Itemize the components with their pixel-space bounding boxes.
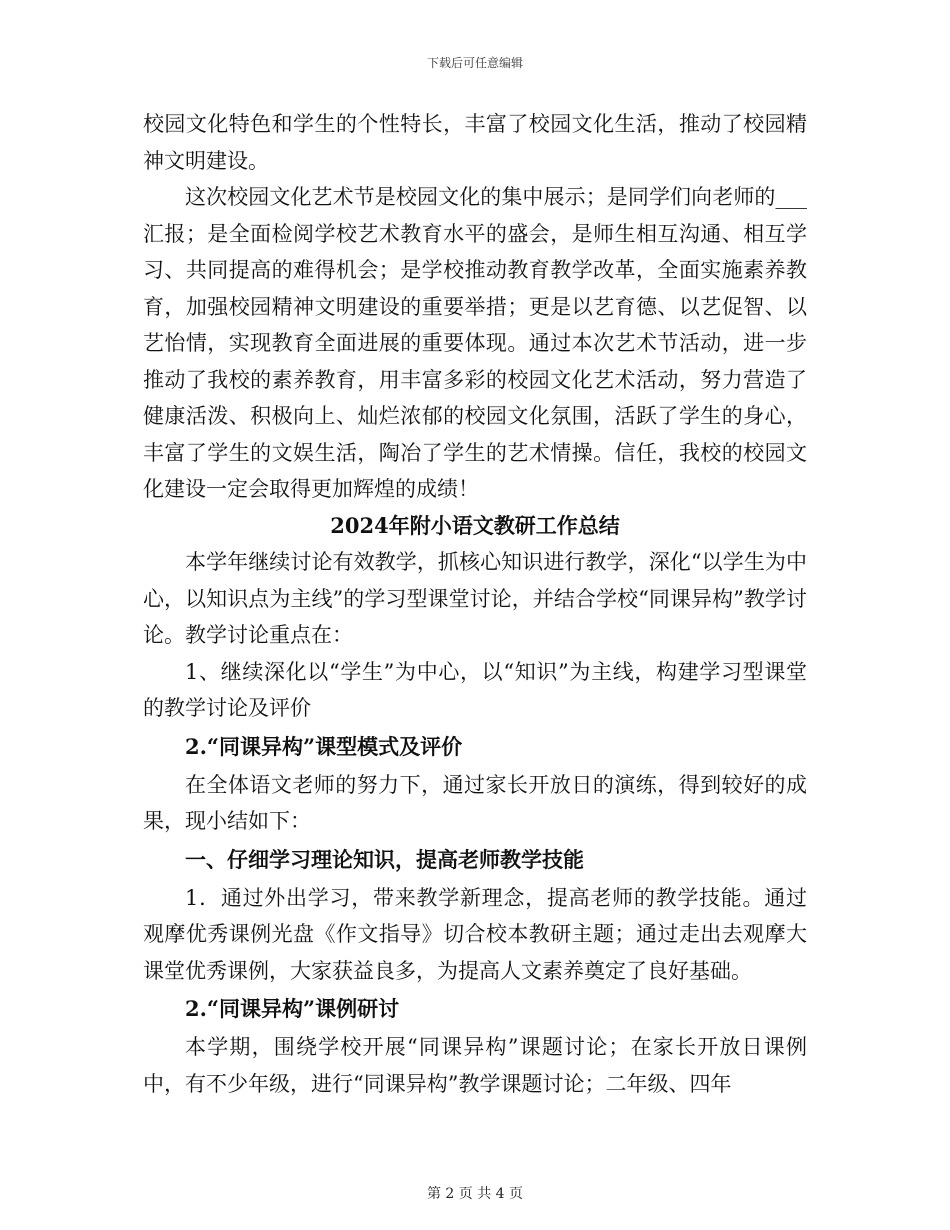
section-heading-3: 2.“同课异构”课例研讨 — [185, 996, 400, 1021]
section-heading-1: 2.“同课异构”课型模式及评价 — [185, 733, 463, 759]
paragraph-2: 这次校园文化艺术节是校园文化的集中展示；是同学们向老师的___汇报；是全面检阅学校艺术教育水平的盛会，是师生相互沟通、相互学习、共同提高的难得机会；是学校推动教育教学改革，全面实施素养教育，加强校园精神文明建设的重要举措；更是以艺育德、以艺促智、以艺怡情，实现教育全面进展的重要体现。通过本次艺术节活动，进一步推动了我校的素养教育，用丰富多彩的校园文化艺术活动，努力营造了健康活泼、积极向上、灿烂浓郁的校园文化氛围，活跃了学生的身心，丰富了学生的文娱生活，陶冶了学生的艺术情操。信任，我校的校园文化建设一定会取得更加辉煌的成绩！ — [143, 185, 807, 501]
page-header: 下载后可任意编辑 — [426, 56, 523, 70]
document-title: 2024年附小语文教研工作总结 — [330, 512, 620, 538]
document-body — [143, 106, 807, 1102]
paragraph-7: 本学期，围绕学校开展“同课异构”课题讨论；在家长开放日课例中，有不少年级，进行“同课异构”教学课题讨论；二年级、四年 — [143, 1035, 807, 1096]
paragraph-3: 本学年继续讨论有效教学，抓核心知识进行教学，深化“以学生为中心，以知识点为主线”的学习型课堂讨论，并结合学校“同课异构”教学讨论。教学讨论重点在： — [143, 550, 807, 647]
paragraph-1: 校园文化特色和学生的个性特长，丰富了校园文化生活，推动了校园精神文明建设。 — [143, 112, 807, 173]
paragraph-4: 1、继续深化以“学生”为中心，以“知识”为主线，构建学习型课堂的教学讨论及评价 — [143, 659, 807, 720]
page-footer: 第 2 页 共 4 页 — [426, 1186, 524, 1202]
paragraph-6: 1．通过外出学习，带来教学新理念，提高老师的教学技能。通过观摩优秀课例光盘《作文指导》切合校本教研主题；通过走出去观摩大课堂优秀课例，大家获益良多，为提高人文素养奠定了良好基础。 — [143, 885, 807, 983]
paragraph-5: 在全体语文老师的努力下，通过家长开放日的演练，得到较好的成果，现小结如下： — [143, 772, 807, 833]
section-heading-2: 一、仔细学习理论知识，提高老师教学技能 — [185, 846, 584, 872]
